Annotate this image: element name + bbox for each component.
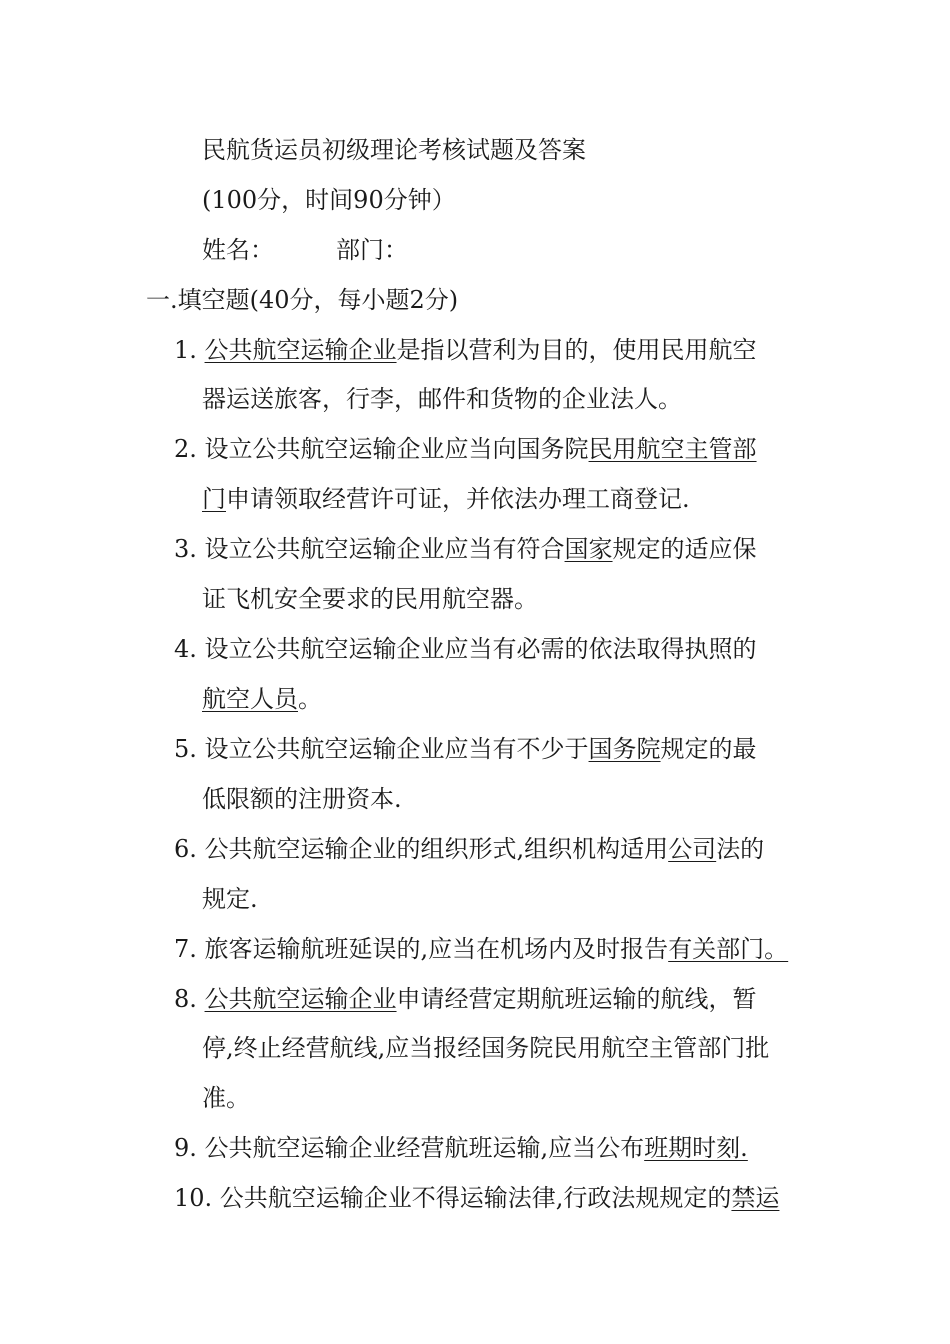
answer-blank: 公共航空运输企业: [204, 985, 397, 1013]
question-text: 。: [298, 685, 322, 713]
answer-blank: 公司: [668, 835, 717, 863]
question-10-line-1: [174, 1181, 779, 1215]
question-text: 规定的最: [660, 735, 757, 763]
answer-blank: 航空人员: [202, 685, 298, 713]
question-3-line-2: 证飞机安全要求的民用航空器。: [202, 585, 538, 613]
answer-blank: 民用航空主管部: [588, 435, 757, 463]
question-8-line-1: [174, 982, 757, 1016]
question-number: 3.: [174, 535, 197, 563]
question-4-line-1: [174, 632, 757, 666]
question-text: 设立公共航空运输企业应当向国务院: [204, 435, 589, 463]
question-text: 公共航空运输企业经营航班运输,应当公布: [204, 1134, 645, 1162]
name-dept-row: [202, 233, 408, 267]
question-text: 是指以营利为目的，使用民用航空: [396, 336, 757, 364]
answer-blank: 禁运: [731, 1184, 780, 1212]
question-text: 设立公共航空运输企业应当有不少于: [204, 735, 589, 763]
question-2-line-2: [202, 482, 690, 516]
name-label: 姓名：: [202, 236, 274, 264]
question-number: 7.: [174, 935, 197, 963]
question-text: 公共航空运输企业不得运输法律,行政法规规定的: [212, 1184, 732, 1212]
question-text: 规定的适应保: [612, 535, 757, 563]
question-number: 6.: [174, 835, 197, 863]
question-6-line-1: [174, 832, 764, 866]
question-number: 10.: [174, 1184, 213, 1212]
answer-blank: 班期时刻.: [644, 1134, 748, 1162]
question-5-line-2: 低限额的注册资本.: [202, 785, 402, 813]
question-number: 5.: [174, 735, 197, 763]
question-text: 公共航空运输企业的组织形式,组织机构适用: [204, 835, 669, 863]
question-1-line-1: [174, 333, 757, 367]
question-text: 设立公共航空运输企业应当有必需的依法取得执照的: [204, 635, 757, 663]
question-text: 申请经营定期航班运输的航线，暂: [396, 985, 757, 1013]
question-2-line-1: [174, 432, 757, 466]
question-6-line-2: 规定.: [202, 885, 258, 913]
question-1-line-2: 器运送旅客，行李，邮件和货物的企业法人。: [202, 385, 682, 413]
question-number: 8.: [174, 985, 197, 1013]
question-number: 1.: [174, 336, 197, 364]
answer-blank: 国家: [564, 535, 613, 563]
section-heading: 一.填空题(40分，每小题2分): [146, 286, 459, 314]
question-8-line-2: 停,终止经营航线,应当报经国务院民用航空主管部门批: [202, 1034, 770, 1062]
question-number: 2.: [174, 435, 197, 463]
question-4-line-2: [202, 682, 322, 716]
question-number: 4.: [174, 635, 197, 663]
exam-info: (100分，时间90分钟）: [202, 186, 456, 214]
question-5-line-1: [174, 732, 757, 766]
answer-blank: 国务院: [588, 735, 661, 763]
question-number: 9.: [174, 1134, 197, 1162]
question-text: 申请领取经营许可证，并依法办理工商登记.: [226, 485, 690, 513]
question-text: 设立公共航空运输企业应当有符合: [204, 535, 565, 563]
answer-blank: 门: [202, 485, 226, 513]
question-8-line-3: 准。: [202, 1084, 250, 1112]
question-text: 法的: [716, 835, 765, 863]
question-3-line-1: [174, 532, 757, 566]
question-9-line-1: [174, 1131, 748, 1165]
answer-blank: 公共航空运输企业: [204, 336, 397, 364]
dept-label: 部门：: [336, 236, 408, 264]
answer-blank: 有关部门。: [668, 935, 789, 963]
question-text: 旅客运输航班延误的,应当在机场内及时报告: [204, 935, 669, 963]
question-7-line-1: [174, 932, 788, 966]
document-title: 民航货运员初级理论考核试题及答案: [202, 136, 586, 164]
